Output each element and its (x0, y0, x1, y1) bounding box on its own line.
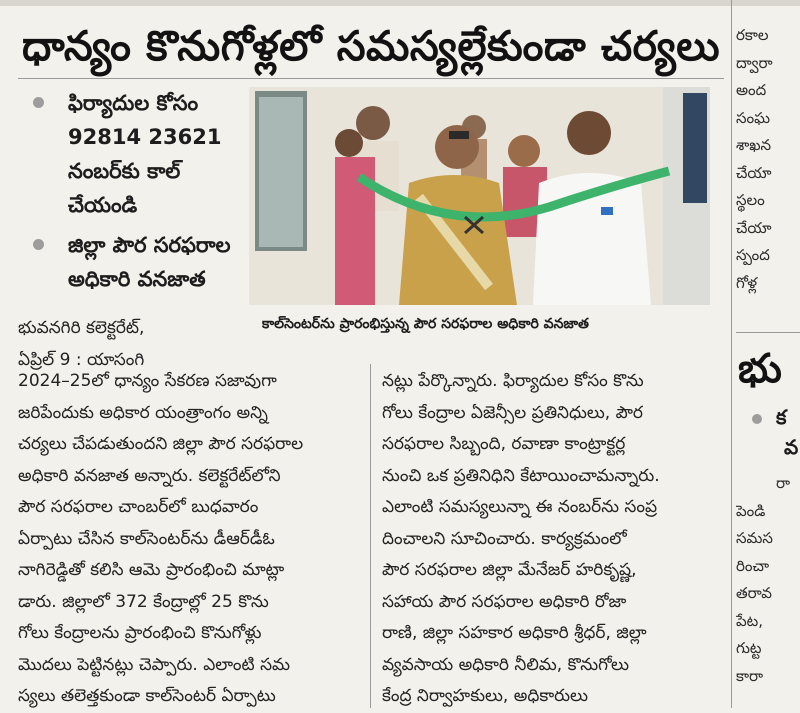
text-line: డారు. జిల్లాలో 372 కేంద్రాల్లో 25 కొను (18, 591, 269, 612)
text-line: చర్యలు చేపడుతుందని జిల్లా పౌర సరఫరాల (18, 434, 304, 454)
adjacent-headline: భు (738, 346, 782, 392)
text-line: రాణి, జిల్లా సహకార అధికారి శ్రీధర్, జిల్లా (382, 623, 647, 643)
text-line: నాగిరెడ్డితో కలిసి ఆమె ప్రారంభించి మాట్లా (18, 560, 285, 580)
bullet-dot-icon (752, 414, 762, 424)
text-line: దించాలని సూచించారు. కార్యక్రమంలో (382, 528, 627, 549)
photo-caption: కాల్‌సెంటర్‌ను ప్రారంభిస్తున్న పౌర సరఫరాల అధికారి వనజాత (262, 316, 589, 332)
text-line: అధికారి వనజాత అన్నారు. కలెక్టరేట్‌లోని (18, 465, 281, 486)
call-center-inauguration-photo (249, 87, 710, 305)
highlight-item (28, 86, 248, 222)
adjacent-article (736, 0, 800, 708)
text-line: పేట, (736, 611, 764, 630)
text-line: గోలు కేంద్రాలను ప్రారంభించి కొనుగోళ్లు (18, 623, 262, 643)
page-column-divider (731, 0, 732, 708)
text-line: ఏర్పాటు చేసిన కాల్‌సెంటర్‌ను డీఆర్‌డీఓ (18, 528, 275, 549)
text-line: జరిపేందుకు అధికార యంత్రాంగం అన్ని (18, 402, 268, 423)
adjacent-divider (736, 332, 800, 333)
dateline-line: భువనగిరి కలెక్టరేట్, (18, 318, 145, 338)
text-line: సమస (736, 529, 773, 547)
headline-divider (18, 78, 724, 79)
text-line: రకాల (736, 26, 769, 44)
text-line: తరావ (736, 584, 772, 602)
text-line: ఎలాంటి సమస్యలున్నా ఈ నంబర్‌ను సంప్ర (382, 497, 658, 517)
text-line: రా (776, 474, 791, 492)
highlight-text: క (776, 405, 787, 429)
highlight-text: జిల్లా పౌర సరఫరాల అధికారి వనజాత (68, 233, 231, 291)
text-line: సహాయ పౌర సరఫరాల అధికారి రోజా (382, 591, 627, 612)
text-line: 2024–25లో ధాన్యం సేకరణ సజావుగా (18, 371, 277, 391)
dateline-line: ఏప్రిల్ 9 : యాసంగి (18, 350, 145, 370)
article-headline: ధాన్యం కొనుగోళ్లలో సమస్యల్లేకుండా చర్యలు (22, 22, 721, 70)
text-line: గుట్ట (736, 639, 762, 657)
text-line: అంద (736, 81, 767, 99)
article-photo (249, 87, 710, 305)
text-line: సంఘ (736, 108, 771, 127)
column-divider (370, 364, 371, 708)
text-line: చేయా (736, 163, 772, 182)
text-line: పెండి (736, 501, 766, 520)
text-line: స్యలు తలెత్తకుండా కాల్‌సెంటర్ ఏర్పాటు (18, 686, 276, 706)
article-column-2 (382, 366, 728, 713)
text-line: గోళ్ల (736, 273, 758, 292)
text-line: పౌర సరఫరాల జిల్లా మేనేజర్ హరికృష్ణ, (382, 560, 637, 580)
text-line: గోలు కేంద్రాల ఏజెన్సీల ప్రతినిధులు, పౌర (382, 402, 643, 423)
text-line: శాఖన (736, 136, 772, 154)
text-line: రించా (736, 556, 770, 575)
text-line: స్పంద (736, 246, 770, 264)
highlight-item (28, 228, 248, 296)
text-line: చేయా (736, 218, 772, 237)
text-line: మొదలు పెట్టినట్లు చెప్పారు. ఎలాంటి సమ (18, 654, 290, 675)
highlight-text: వ (784, 435, 799, 459)
bullet-dot-icon (33, 97, 44, 108)
text-line: ద్వారా (736, 53, 773, 72)
highlight-list (28, 86, 248, 302)
text-line: నట్లు పేర్కొన్నారు. ఫిర్యాదుల కోసం కొను (382, 371, 644, 391)
highlight-text: ఫిర్యాదుల కోసం 92814 23621 నంబర్‌కు కాల్ చేయండి (68, 91, 222, 217)
adjacent-text-top (736, 22, 800, 297)
bullet-dot-icon (33, 239, 44, 250)
text-line: వ్యవసాయ అధికారి నీలిమ, కొనుగోలు (382, 654, 629, 675)
text-line: సరఫరాల సిబ్బంది, రవాణా కాంట్రాక్టర్ల (382, 434, 626, 454)
article-column-1 (18, 366, 364, 713)
adjacent-text-bottom (736, 470, 800, 690)
text-line: నుంచి ఒక ప్రతినిధిని కేటాయించామన్నారు. (382, 465, 660, 486)
text-line: పౌర సరఫరాల చాంబర్‌లో బుధవారం (18, 497, 259, 517)
text-line: కారా (736, 666, 764, 685)
text-line: కేంద్ర నిర్వాహకులు, అధికారులు (382, 686, 588, 706)
text-line: స్థలం (736, 191, 765, 209)
